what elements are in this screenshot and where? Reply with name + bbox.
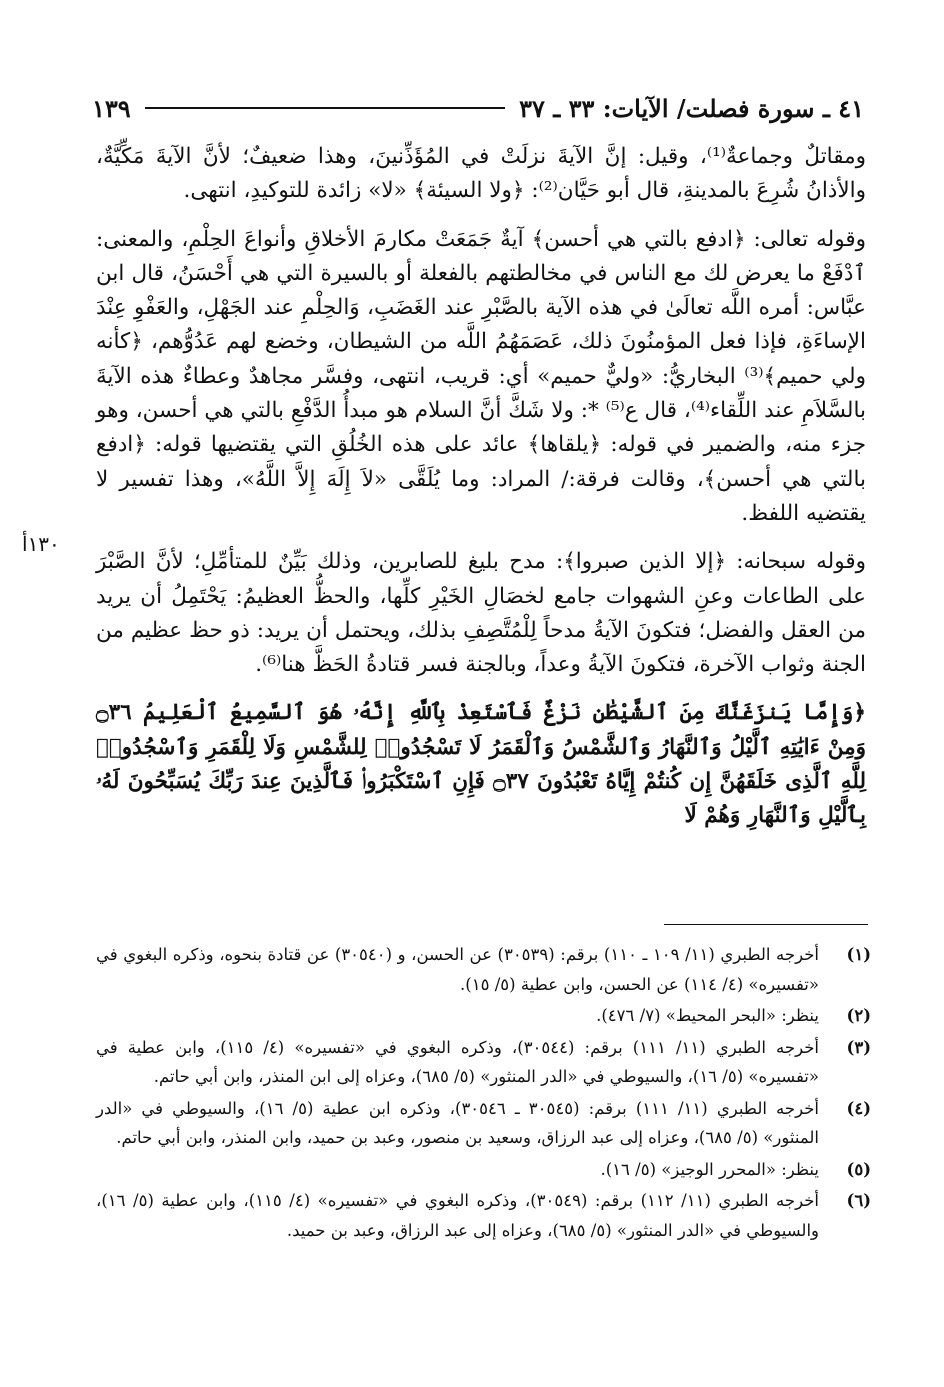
footnote <box>96 1186 871 1245</box>
quran-verses: ﴿وَإِمَّا يَنزَغَنَّكَ مِنَ ٱلشَّيْطَٰنِ نَزْغٌ فَٱسْتَعِذْ بِٱللَّهِ إِنَّهُۥ هُوَ ٱلسَّمِيعُ ٱلْعَلِيمُ ۝٣٦ وَمِنْ ءَايَٰتِهِ ٱلَّيْلُ وَٱلنَّهَارُ وَٱلشَّمْسُ وَٱلْقَمَرُ لَا تَسْجُدُوا۟ لِلشَّمْسِ وَلَا لِلْقَمَرِ وَٱسْجُدُوا۟ لِلَّهِ ٱلَّذِى خَلَقَهُنَّ إِن كُنتُمْ إِيَّاهُ تَعْبُدُونَ ۝٣٧ فَإِنِ ٱسْتَكْبَرُوا۟ فَٱلَّذِينَ عِندَ رَبِّكَ يُسَبِّحُونَ لَهُۥ بِٱلَّيْلِ وَٱلنَّهَارِ وَهُمْ لَا <box>96 700 866 829</box>
footnotes <box>96 940 871 1247</box>
header-rule <box>145 107 505 109</box>
footnote-number: (٥) <box>846 1159 871 1179</box>
footnote-number: (٢) <box>846 1006 871 1025</box>
footnote <box>96 1094 871 1153</box>
header-title: ٤١ ـ سورة فصلت/ الآيات: ٣٣ ـ ٣٧ <box>519 93 864 123</box>
footnote-text: ينظر: «البحر المحيط» (٧/ ٤٧٦). <box>596 1006 819 1025</box>
footnote-number: (٣) <box>846 1037 871 1057</box>
footnote-text: أخرجه الطبري (١١/ ١١١) برقم: (٣٠٥٤٤)، وذكره البغوي في «تفسيره» (٤/ ١١٥)، وابن عطية في «تفسيره» (٥/ ١٦)، والسيوطي في «الدر المنثور» (٥/ ٦٨٥)، وعزاه إلى ابن المنذر، وابن أبي حاتم. <box>96 1037 819 1086</box>
footnote-text: أخرجه الطبري (١١/ ١١١) برقم: (٣٠٥٤٥ ـ ٣٠٥٤٦)، وذكره ابن عطية (٥/ ١٦)، والسيوطي في «الدر المنثور» (٥/ ٦٨٥)، وعزاه إلى عبد الرزاق، وسعيد بن منصور، وعبد بن حميد، وابن المنذر، وابن أبي حاتم. <box>96 1098 819 1147</box>
paragraph-1: ومقاتلٌ وجماعةٌ⁽¹⁾، وقيل: إنَّ الآيةَ نزلَتْ في المُؤَذِّنينَ، وهذا ضعيفٌ؛ لأنَّ الآيةَ مَكِّيَّةٌ، والأذانُ شُرِعَ بالمدينةِ، قال أبو حَيَّان⁽²⁾: ﴿ولا السيئة﴾ «لا» زائدة للتوكيدِ، انتهى. <box>96 144 867 204</box>
footnote-number: (١) <box>846 945 871 964</box>
page-number: ١٣٩ <box>92 93 131 123</box>
manuscript-folio-note: ١٣٠أ <box>22 532 60 556</box>
footnote <box>96 1033 871 1092</box>
paragraph-3: وقوله سبحانه: ﴿إلا الذين صبروا﴾: مدح بليغ للصابرين، وذلك بَيِّنٌ للمتأمِّلِ؛ لأنَّ الصَّبْرَ على الطاعات وعنِ الشهوات جامع لخصَالِ الخَيْرِ كلِّها، والحظُّ العظيمُ: يَحْتَمِلُ أن يريد من العقل والفضل؛ فتكونَ الآيةُ مدحاً لِلْمُتَّصِفِ بذلك، ويحتمل أن يريد: ذو حظ عظيم من الجنة وثواب الآخرة، فتكونَ الآيةُ وعداً، وبالجنة فسر قتادةُ الحَظَّ هنا⁽⁶⁾. <box>96 549 866 678</box>
paragraph-2: وقوله تعالى: ﴿ادفع بالتي هي أحسن﴾ آيةٌ جَمَعَتْ مكارمَ الأخلاقِ وأنواعَ الحِلْمِ، والمعنى: ٱدْفَعْ ما يعرض لك مع الناس في مخالطتهم بالفعلة أو بالسيرة التي هي أَحْسَنُ، قال ابن عبَّاس: أمره اللَّه تعالَىٰ في هذه الآية بالصَّبْرِ عند الغَضَبِ، وَالحِلْمِ عند الجَهْلِ، والعَفْوِ عِنْدَ الإساءَةِ، فإذا فعل المؤمنُونَ ذلك، عَصَمَهُمُ اللَّه من الشيطان، وخضع لهم عَدُوُّهم، ﴿كأنه ولي حميم﴾⁽³⁾ البخاريُّ: «وليٌّ حميم» أي: قريب، انتهى، وفسَّر مجاهدٌ وعطاءٌ هذه الآيةَ بالسَّلاَمِ عند اللِّقاء⁽⁴⁾، قال ع⁽⁵⁾ *: ولا شَكَّ أنَّ السلام هو مبدأُ الدَّفْعِ بالتي هي أحسن، وهو جزء منه، والضمير في قوله: ﴿يلقاها﴾ عائد على هذه الخُلُقِ التي يقتضيها قوله: ﴿ادفع بالتي هي أحسن﴾، وقالت فرقة:/ المراد: وما يُلَقَّى «لاَ إِلَهَ إِلاَّ اللَّهُ»، وهذا تفسير لا يقتضيه اللفظ. <box>96 226 866 526</box>
footnote <box>96 1155 871 1185</box>
footnote <box>96 940 871 999</box>
footnote <box>96 1001 871 1031</box>
footnote-divider <box>664 924 868 925</box>
main-text <box>96 140 866 834</box>
footnote-text: أخرجه الطبري (١١/ ١١٢) برقم: (٣٠٥٤٩)، وذكره البغوي في «تفسيره» (٤/ ١١٥)، وابن عطية (٥/ ١٦)، والسيوطي في «الدر المنثور» (٥/ ٦٨٥)، وعزاه إلى عبد الرزاق، وعبد بن حميد. <box>96 1191 819 1240</box>
footnote-text: ينظر: «المحرر الوجيز» (٥/ ١٦). <box>600 1159 819 1179</box>
footnote-number: (٦) <box>846 1191 871 1210</box>
footnote-number: (٤) <box>846 1098 871 1118</box>
running-header <box>92 88 864 128</box>
footnote-text: أخرجه الطبري (١١/ ١٠٩ ـ ١١٠) برقم: (٣٠٥٣٩) عن الحسن، و (٣٠٥٤٠) عن قتادة بنحوه، وذكره البغوي في «تفسيره» (٤/ ١١٤) عن الحسن، وابن عطية (٥/ ١٥). <box>96 945 819 994</box>
